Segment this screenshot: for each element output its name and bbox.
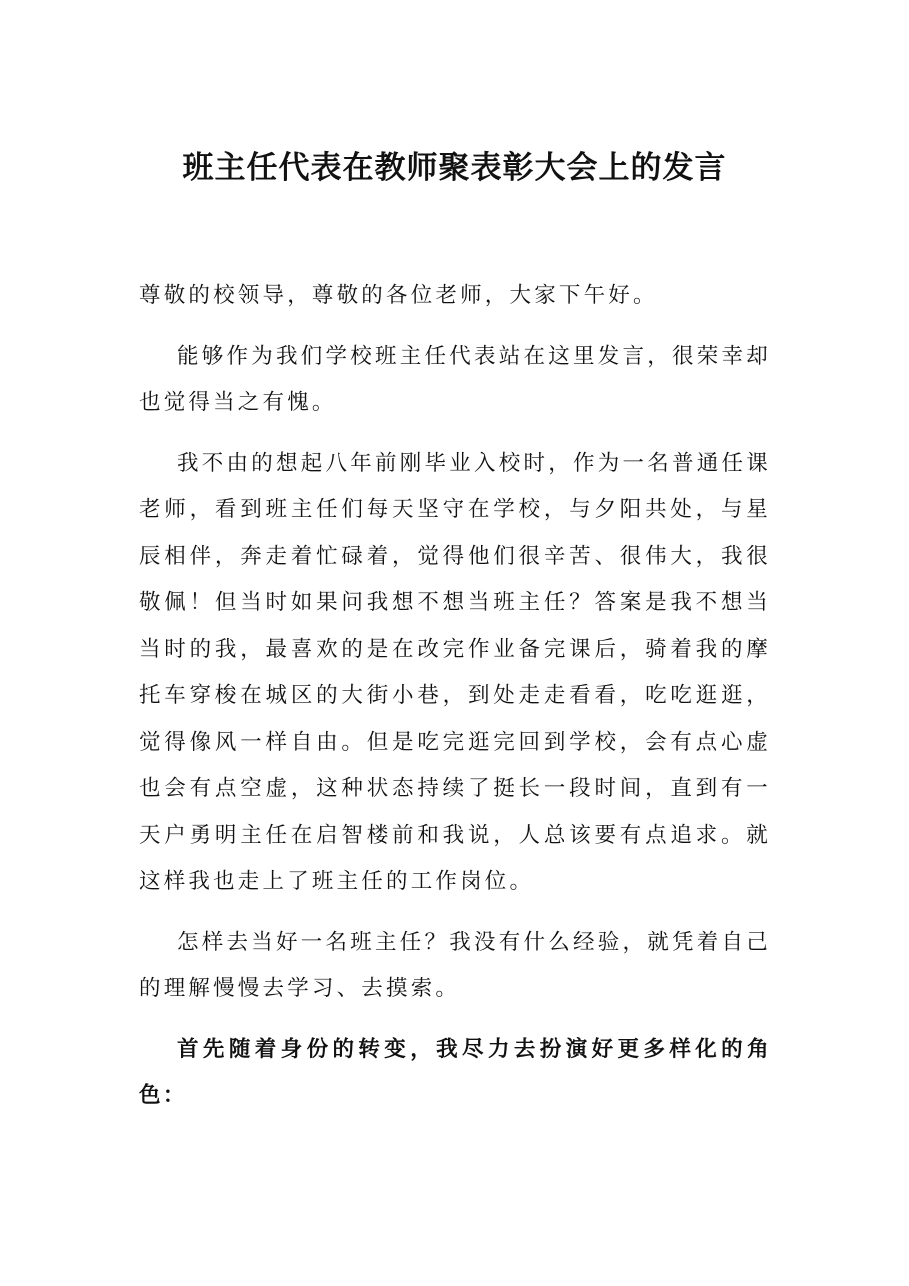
body-paragraph: 我不由的想起八年前刚毕业入校时，作为一名普通任课老师，看到班主任们每天坚守在学校，与夕阳共处，与星辰相伴，奔走着忙碌着，觉得他们很辛苦、很伟大，我很敬佩！但当时如果问我想不想当班主任？答案是我不想当当时的我，最喜欢的是在改完作业备完课后，骑着我的摩托车穿梭在城区的大街小巷，到处走走看看，吃吃逛逛，觉得像风一样自由。但是吃完逛完回到学校，会有点心虚也会有点空虚，这种状态持续了挺长一段时间，直到有一天户勇明主任在启智楼前和我说，人总该要有点追求。就这样我也走上了班主任的工作岗位。 <box>139 450 771 894</box>
body-paragraph: 能够作为我们学校班主任代表站在这里发言，很荣幸却也觉得当之有愧。 <box>139 343 771 415</box>
body-paragraph: 怎样去当好一名班主任？我没有什么经验，就凭着自己的理解慢慢去学习、去摸索。 <box>139 929 771 1001</box>
document-title: 班主任代表在教师聚表彰大会上的发言 <box>182 150 727 186</box>
greeting-paragraph: 尊敬的校领导，尊敬的各位老师，大家下午好。 <box>139 283 658 308</box>
section-heading: 首先随着身份的转变，我尽力去扮演好更多样化的角色： <box>139 1036 771 1108</box>
document-body <box>139 273 771 1134</box>
